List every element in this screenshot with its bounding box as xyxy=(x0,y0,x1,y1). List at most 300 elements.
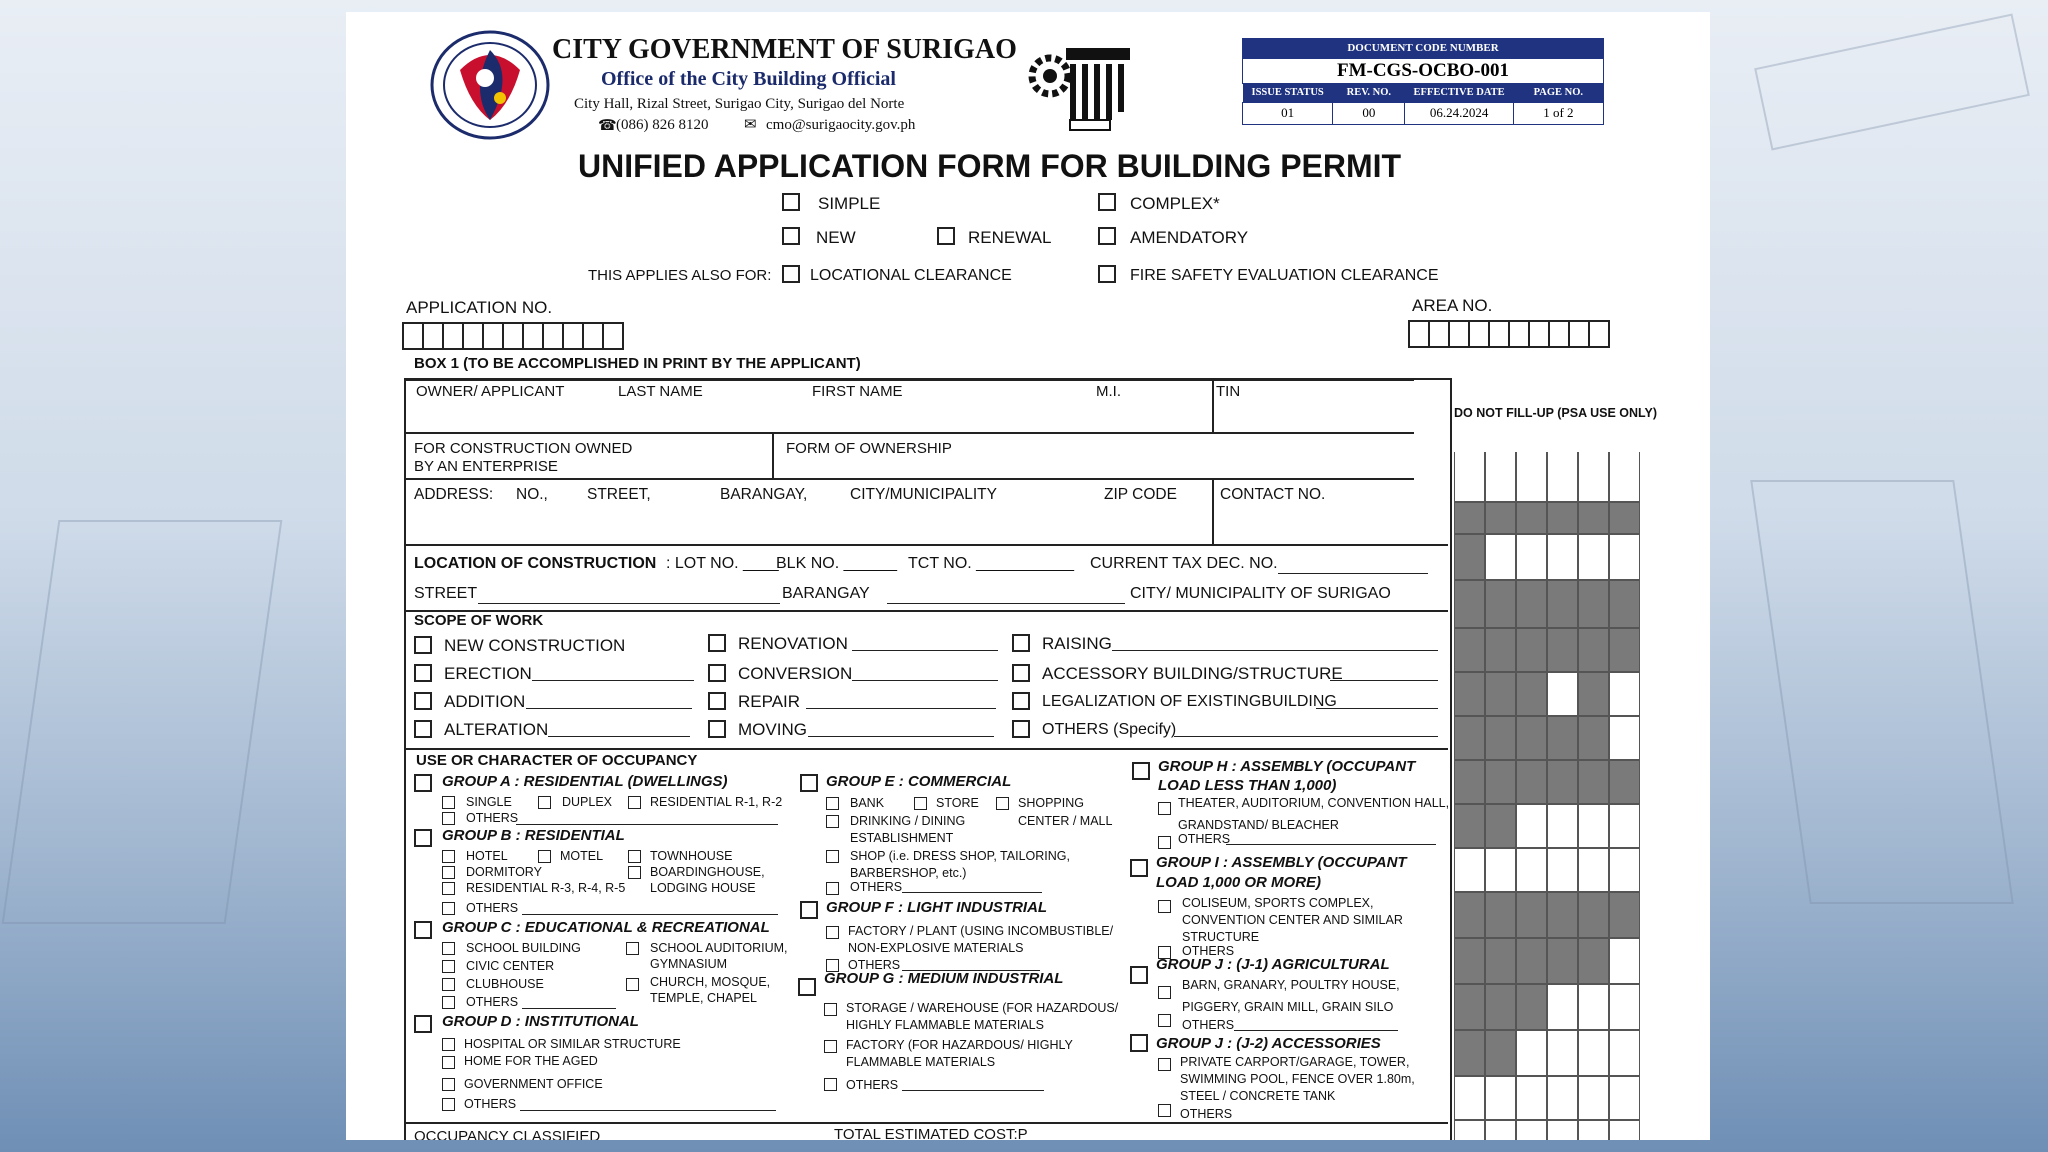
fire-safety-label: FIRE SAFETY EVALUATION CLEARANCE xyxy=(1130,267,1439,284)
psa-grid-cell xyxy=(1516,716,1547,760)
rev-no-header: REV. NO. xyxy=(1346,87,1392,99)
address-no-label: NO., xyxy=(516,486,548,503)
group-f-checkbox[interactable] xyxy=(800,901,818,919)
legalization-checkbox[interactable] xyxy=(1012,692,1030,710)
building-official-logo xyxy=(1026,36,1142,136)
page-no-value: 1 of 2 xyxy=(1513,102,1603,124)
psa-grid-cell xyxy=(1485,716,1516,760)
boardinghouse-checkbox[interactable] xyxy=(628,866,641,879)
private-carport-checkbox[interactable] xyxy=(1158,1058,1171,1071)
renovation-label: RENOVATION xyxy=(738,634,848,653)
coliseum-checkbox[interactable] xyxy=(1158,900,1171,913)
residential-r1-r2-checkbox[interactable] xyxy=(628,796,641,809)
moving-label: MOVING xyxy=(738,720,807,739)
duplex-label: DUPLEX xyxy=(562,795,613,809)
shopping-label: SHOPPING xyxy=(1018,796,1084,810)
psa-grid-cell xyxy=(1485,848,1516,892)
psa-grid-cell xyxy=(1609,848,1640,892)
location-street-field[interactable] xyxy=(478,603,780,604)
storage-warehouse-label: STORAGE / WAREHOUSE (FOR HAZARDOUS/ xyxy=(846,1001,1119,1015)
grandstand-label: GRANDSTAND/ BLEACHER xyxy=(1178,818,1339,832)
church-label: CHURCH, MOSQUE, xyxy=(650,975,771,989)
barn-label: BARN, GRANARY, POULTRY HOUSE, xyxy=(1182,978,1400,992)
location-city-label: CITY/ MUNICIPALITY OF SURIGAO xyxy=(1130,585,1391,602)
lot-no-label: : LOT NO. ____ xyxy=(666,555,779,572)
psa-grid-cell xyxy=(1578,452,1609,502)
group-b-title: GROUP B : RESIDENTIAL xyxy=(442,827,625,844)
store-label: STORE xyxy=(936,796,979,810)
group-c-title: GROUP C : EDUCATIONAL & RECREATIONAL xyxy=(442,919,770,936)
current-tax-dec-label: CURRENT TAX DEC. NO. xyxy=(1090,555,1278,572)
psa-grid-cell xyxy=(1547,892,1578,938)
issue-status-header: ISSUE STATUS xyxy=(1251,87,1324,99)
accessory-building-checkbox[interactable] xyxy=(1012,664,1030,682)
psa-grid-cell xyxy=(1547,1030,1578,1076)
new-construction-label: NEW CONSTRUCTION xyxy=(444,636,626,655)
psa-grid-cell xyxy=(1516,628,1547,672)
psa-grid-cell xyxy=(1578,848,1609,892)
psa-grid-cell xyxy=(1547,1120,1578,1140)
psa-grid-cell xyxy=(1516,1030,1547,1076)
psa-grid-cell xyxy=(1516,534,1547,580)
others-specify-label: OTHERS (Specify) xyxy=(1042,721,1177,738)
psa-grid-cell xyxy=(1547,580,1578,628)
document-code-title: DOCUMENT CODE NUMBER xyxy=(1242,38,1604,58)
area-no-label: AREA NO. xyxy=(1412,296,1493,315)
group-i-others-label: OTHERS xyxy=(1182,944,1235,958)
psa-grid-cell xyxy=(1547,760,1578,804)
group-d-others-checkbox[interactable] xyxy=(442,1098,455,1111)
total-estimated-cost-label: TOTAL ESTIMATED COST:P xyxy=(834,1126,1028,1140)
shopping-center-checkbox[interactable] xyxy=(996,797,1009,810)
page-no-header: PAGE NO. xyxy=(1533,87,1584,99)
barn-checkbox[interactable] xyxy=(1158,986,1171,999)
tin-field[interactable] xyxy=(1214,404,1412,430)
phone-icon: ☎ xyxy=(598,118,617,134)
group-a-title: GROUP A : RESIDENTIAL (DWELLINGS) xyxy=(442,773,728,790)
coliseum-label: COLISEUM, SPORTS COMPLEX, xyxy=(1182,896,1374,910)
psa-grid-cell xyxy=(1609,534,1640,580)
blk-no-label: BLK NO. ______ xyxy=(776,555,897,572)
group-e-title: GROUP E : COMMERCIAL xyxy=(826,773,1012,790)
group-h-title-line2: LOAD LESS THAN 1,000) xyxy=(1158,777,1337,794)
psa-grid-cell xyxy=(1454,502,1485,534)
factory-hazardous-checkbox[interactable] xyxy=(824,1040,837,1053)
gymnasium-label: GYMNASIUM xyxy=(650,957,728,971)
psa-grid-cell xyxy=(1578,1120,1609,1140)
psa-grid-cell xyxy=(1485,760,1516,804)
group-j2-checkbox[interactable] xyxy=(1130,1034,1148,1052)
repair-checkbox[interactable] xyxy=(708,692,726,710)
psa-grid-cell xyxy=(1609,1120,1640,1140)
group-e-others-label: OTHERS xyxy=(850,880,903,894)
group-b-checkbox[interactable] xyxy=(414,829,432,847)
residential-r3-r5-label: RESIDENTIAL R-3, R-4, R-5 xyxy=(466,881,626,895)
zip-code-label: ZIP CODE xyxy=(1104,486,1177,503)
psa-grid-cell xyxy=(1578,984,1609,1030)
residential-r1-r2-label: RESIDENTIAL R-1, R-2 xyxy=(650,795,783,809)
address-label: ADDRESS: xyxy=(414,486,494,503)
duplex-checkbox[interactable] xyxy=(538,796,551,809)
form-of-ownership-label: FORM OF OWNERSHIP xyxy=(786,440,952,457)
group-c-others-label: OTHERS xyxy=(466,995,519,1009)
barbershop-label: BARBERSHOP, etc.) xyxy=(850,866,967,880)
group-j1-others-label: OTHERS xyxy=(1182,1018,1235,1032)
psa-grid-cell xyxy=(1609,984,1640,1030)
residential-r3-r5-checkbox[interactable] xyxy=(442,882,455,895)
last-name-label: LAST NAME xyxy=(618,383,703,400)
steel-tank-label: STEEL / CONCRETE TANK xyxy=(1180,1089,1336,1103)
hospital-label: HOSPITAL OR SIMILAR STRUCTURE xyxy=(464,1037,681,1051)
renovation-checkbox[interactable] xyxy=(708,634,726,652)
mi-label: M.I. xyxy=(1096,383,1121,400)
home-for-aged-checkbox[interactable] xyxy=(442,1056,455,1069)
psa-grid-cell xyxy=(1547,804,1578,848)
contact-no-label: CONTACT NO. xyxy=(1220,486,1326,503)
group-j2-title: GROUP J : (J-2) ACCESSORIES xyxy=(1156,1035,1381,1052)
school-auditorium-checkbox[interactable] xyxy=(626,942,639,955)
clubhouse-label: CLUBHOUSE xyxy=(466,977,544,991)
contact-no-field[interactable] xyxy=(1214,508,1412,542)
complex-checkbox[interactable] xyxy=(1098,193,1116,211)
civic-center-label: CIVIC CENTER xyxy=(466,959,555,973)
hotel-label: HOTEL xyxy=(466,849,508,863)
group-j2-others-label: OTHERS xyxy=(1180,1107,1233,1121)
group-e-others-checkbox[interactable] xyxy=(826,882,839,895)
amendatory-checkbox[interactable] xyxy=(1098,227,1116,245)
document-code-table xyxy=(1242,38,1604,125)
new-label: NEW xyxy=(816,228,856,247)
psa-grid-cell xyxy=(1454,716,1485,760)
owner-name-field[interactable] xyxy=(406,404,1210,430)
scope-of-work-title: SCOPE OF WORK xyxy=(414,612,544,629)
psa-grid-cell xyxy=(1454,984,1485,1030)
psa-grid-cell xyxy=(1516,984,1547,1030)
swimming-pool-label: SWIMMING POOL, FENCE OVER 1.80m, xyxy=(1180,1072,1415,1086)
applies-also-label: THIS APPLIES ALSO FOR: xyxy=(588,267,772,284)
box1-title: BOX 1 (TO BE ACCOMPLISHED IN PRINT BY THE APPLICANT) xyxy=(414,355,861,372)
psa-grid-cell xyxy=(1485,672,1516,716)
group-a-others-label: OTHERS xyxy=(466,811,519,825)
psa-grid-cell xyxy=(1578,672,1609,716)
effective-date-value: 06.24.2024 xyxy=(1405,102,1513,124)
new-checkbox[interactable] xyxy=(782,227,800,245)
address-street-label: STREET, xyxy=(587,486,651,503)
application-no-label: APPLICATION NO. xyxy=(406,298,553,317)
conversion-checkbox[interactable] xyxy=(708,664,726,682)
psa-grid-cell xyxy=(1547,672,1578,716)
psa-grid-cell xyxy=(1454,1030,1485,1076)
psa-grid-cell xyxy=(1454,848,1485,892)
psa-grid-cell xyxy=(1485,1076,1516,1120)
piggery-label: PIGGERY, GRAIN MILL, GRAIN SILO xyxy=(1182,1000,1394,1014)
psa-grid-cell xyxy=(1454,580,1485,628)
office-address: City Hall, Rizal Street, Surigao City, Surigao del Norte xyxy=(574,96,905,112)
factory-plant-checkbox[interactable] xyxy=(826,926,839,939)
occupancy-classified-label: OCCUPANCY CLASSIFIED xyxy=(414,1128,601,1140)
psa-grid-cell xyxy=(1485,580,1516,628)
group-a-others-checkbox[interactable] xyxy=(442,812,455,825)
psa-grid-cell xyxy=(1547,628,1578,672)
simple-checkbox[interactable] xyxy=(782,193,800,211)
group-j2-others-checkbox[interactable] xyxy=(1158,1104,1171,1117)
address-barangay-label: BARANGAY, xyxy=(720,486,808,503)
psa-grid-cell xyxy=(1516,1120,1547,1140)
group-d-title: GROUP D : INSTITUTIONAL xyxy=(442,1013,639,1030)
issue-status-value: 01 xyxy=(1243,102,1333,124)
church-checkbox[interactable] xyxy=(626,978,639,991)
psa-grid-cell xyxy=(1485,892,1516,938)
group-d-others-label: OTHERS xyxy=(464,1097,517,1111)
psa-grid-cell xyxy=(1454,452,1485,502)
structure-label: STRUCTURE xyxy=(1182,930,1260,944)
group-d-checkbox[interactable] xyxy=(414,1015,432,1033)
psa-grid-cell xyxy=(1578,938,1609,984)
clubhouse-checkbox[interactable] xyxy=(442,978,455,991)
single-checkbox[interactable] xyxy=(442,796,455,809)
dress-shop-checkbox[interactable] xyxy=(826,850,839,863)
occupancy-title: USE OR CHARACTER OF OCCUPANCY xyxy=(416,752,698,769)
psa-grid-cell xyxy=(1547,938,1578,984)
storage-warehouse-checkbox[interactable] xyxy=(824,1003,837,1016)
psa-grid-cell xyxy=(1547,984,1578,1030)
psa-grid-cell xyxy=(1454,938,1485,984)
enterprise-label-line1: FOR CONSTRUCTION OWNED xyxy=(414,440,633,457)
psa-grid-cell xyxy=(1578,502,1609,534)
psa-grid-cell xyxy=(1609,580,1640,628)
group-c-checkbox[interactable] xyxy=(414,921,432,939)
raising-label: RAISING xyxy=(1042,634,1112,653)
psa-grid-cell xyxy=(1547,534,1578,580)
background-crane-top xyxy=(1754,13,2030,150)
psa-grid-cell xyxy=(1516,452,1547,502)
alteration-label: ALTERATION xyxy=(444,720,549,739)
background-scaffold-right xyxy=(1750,480,2014,904)
bank-label: BANK xyxy=(850,796,885,810)
enterprise-label-line2: BY AN ENTERPRISE xyxy=(414,458,558,475)
psa-grid-cell xyxy=(1609,628,1640,672)
addition-label: ADDITION xyxy=(444,692,526,711)
psa-grid-cell xyxy=(1485,628,1516,672)
group-b-others-label: OTHERS xyxy=(466,901,519,915)
psa-grid-cell xyxy=(1609,502,1640,534)
group-j1-checkbox[interactable] xyxy=(1130,966,1148,984)
drinking-dining-checkbox[interactable] xyxy=(826,815,839,828)
amendatory-label: AMENDATORY xyxy=(1130,228,1249,247)
renewal-checkbox[interactable] xyxy=(937,227,955,245)
group-j1-title: GROUP J : (J-1) AGRICULTURAL xyxy=(1156,956,1390,973)
group-c-others-checkbox[interactable] xyxy=(442,996,455,1009)
townhouse-checkbox[interactable] xyxy=(628,850,641,863)
temple-label: TEMPLE, CHAPEL xyxy=(650,991,757,1005)
group-f-title: GROUP F : LIGHT INDUSTRIAL xyxy=(826,899,1048,916)
school-building-checkbox[interactable] xyxy=(442,942,455,955)
psa-grid-cell xyxy=(1516,580,1547,628)
first-name-label: FIRST NAME xyxy=(812,383,903,400)
dress-shop-label: SHOP (i.e. DRESS SHOP, TAILORING, xyxy=(850,849,1070,863)
psa-grid-cell xyxy=(1609,1076,1640,1120)
psa-grid-cell xyxy=(1578,628,1609,672)
dormitory-checkbox[interactable] xyxy=(442,866,455,879)
bank-checkbox[interactable] xyxy=(826,797,839,810)
psa-grid-cell xyxy=(1578,1030,1609,1076)
dormitory-label: DORMITORY xyxy=(466,865,542,879)
application-no-boxes[interactable] xyxy=(402,322,622,350)
renewal-label: RENEWAL xyxy=(968,228,1052,247)
group-i-title-line1: GROUP I : ASSEMBLY (OCCUPANT xyxy=(1156,854,1407,871)
psa-grid-cell xyxy=(1454,1076,1485,1120)
group-g-checkbox[interactable] xyxy=(798,978,816,996)
psa-grid-cell xyxy=(1485,1120,1516,1140)
psa-grid-cell xyxy=(1516,804,1547,848)
hotel-checkbox[interactable] xyxy=(442,850,455,863)
psa-note: DO NOT FILL-UP (PSA USE ONLY) xyxy=(1454,406,1658,420)
psa-grid-cell xyxy=(1609,804,1640,848)
psa-grid-cell xyxy=(1516,672,1547,716)
psa-grid-cell xyxy=(1485,938,1516,984)
motel-checkbox[interactable] xyxy=(538,850,551,863)
psa-grid-cell xyxy=(1547,716,1578,760)
civic-center-checkbox[interactable] xyxy=(442,960,455,973)
townhouse-label: TOWNHOUSE xyxy=(650,849,733,863)
psa-grid-cell xyxy=(1454,804,1485,848)
group-e-checkbox[interactable] xyxy=(800,774,818,792)
home-for-aged-label: HOME FOR THE AGED xyxy=(464,1054,598,1068)
psa-grid-cell xyxy=(1578,580,1609,628)
factory-hazardous-label: FACTORY (FOR HAZARDOUS/ HIGHLY xyxy=(846,1038,1073,1052)
psa-grid-cell xyxy=(1485,1030,1516,1076)
non-explosive-label: NON-EXPLOSIVE MATERIALS xyxy=(848,941,1024,955)
address-field[interactable] xyxy=(406,508,1210,542)
psa-grid-cell xyxy=(1609,716,1640,760)
form-of-ownership-field[interactable] xyxy=(776,456,1410,476)
psa-grid-cell xyxy=(1578,892,1609,938)
raising-checkbox[interactable] xyxy=(1012,634,1030,652)
group-j1-others-checkbox[interactable] xyxy=(1158,1014,1171,1027)
location-barangay-label: BARANGAY xyxy=(782,585,870,602)
group-f-others-label: OTHERS xyxy=(848,958,901,972)
center-mall-label: CENTER / MALL xyxy=(1018,814,1113,828)
group-g-others-checkbox[interactable] xyxy=(824,1078,837,1091)
psa-grid-cell xyxy=(1609,672,1640,716)
psa-grid-cell xyxy=(1547,502,1578,534)
hospital-checkbox[interactable] xyxy=(442,1038,455,1051)
psa-grid-cell xyxy=(1578,1076,1609,1120)
location-of-construction-label: LOCATION OF CONSTRUCTION xyxy=(414,555,657,572)
psa-grid-cell xyxy=(1485,804,1516,848)
effective-date-header: EFFECTIVE DATE xyxy=(1413,87,1505,99)
tct-no-label: TCT NO. ___________ xyxy=(908,555,1075,572)
repair-label: REPAIR xyxy=(738,692,801,711)
office-title: Office of the City Building Official xyxy=(601,68,896,90)
psa-grid-cell xyxy=(1547,1076,1578,1120)
psa-grid-cell xyxy=(1516,1076,1547,1120)
psa-grid-cell xyxy=(1454,534,1485,580)
psa-grid-cell xyxy=(1609,760,1640,804)
store-checkbox[interactable] xyxy=(914,797,927,810)
theater-label: THEATER, AUDITORIUM, CONVENTION HALL, xyxy=(1178,796,1450,810)
psa-grid-cell xyxy=(1454,1120,1485,1140)
group-a-checkbox[interactable] xyxy=(414,774,432,792)
psa-grid-cell xyxy=(1578,534,1609,580)
owner-applicant-label: OWNER/ APPLICANT xyxy=(416,383,565,400)
psa-grid-cell xyxy=(1454,760,1485,804)
highly-flammable-label: HIGHLY FLAMMABLE MATERIALS xyxy=(846,1018,1044,1032)
government-office-label: GOVERNMENT OFFICE xyxy=(464,1077,603,1091)
psa-grid-cell xyxy=(1485,452,1516,502)
office-email: cmo@surigaocity.gov.ph xyxy=(766,117,916,133)
theater-checkbox[interactable] xyxy=(1158,802,1171,815)
accessory-building-label: ACCESSORY BUILDING/STRUCTURE xyxy=(1042,664,1343,683)
office-phone: (086) 826 8120 xyxy=(616,117,709,133)
alteration-checkbox[interactable] xyxy=(414,720,432,738)
locational-clearance-label: LOCATIONAL CLEARANCE xyxy=(810,267,1012,284)
location-street-label: STREET xyxy=(414,585,478,602)
moving-checkbox[interactable] xyxy=(708,720,726,738)
new-construction-checkbox[interactable] xyxy=(414,636,432,654)
psa-grid-cell xyxy=(1609,452,1640,502)
psa-grid-cell xyxy=(1485,534,1516,580)
location-barangay-field[interactable] xyxy=(887,603,1125,604)
addition-checkbox[interactable] xyxy=(414,692,432,710)
city-seal-logo xyxy=(430,30,550,140)
flammable-materials-label: FLAMMABLE MATERIALS xyxy=(846,1055,996,1069)
psa-grid-cell xyxy=(1609,892,1640,938)
complex-label: COMPLEX* xyxy=(1130,194,1220,213)
group-h-checkbox[interactable] xyxy=(1132,762,1150,780)
group-i-checkbox[interactable] xyxy=(1130,859,1148,877)
others-specify-checkbox[interactable] xyxy=(1012,720,1030,738)
email-icon: ✉ xyxy=(744,117,757,133)
factory-plant-label: FACTORY / PLANT (USING INCOMBUSTIBLE/ xyxy=(848,924,1114,938)
fire-safety-checkbox[interactable] xyxy=(1098,265,1116,283)
psa-grid-cell xyxy=(1578,760,1609,804)
document-code-value: FM-CGS-OCBO-001 xyxy=(1242,58,1604,84)
group-h-others-label: OTHERS xyxy=(1178,832,1231,846)
area-no-boxes[interactable] xyxy=(1408,320,1608,348)
psa-grid-cell xyxy=(1578,716,1609,760)
form-title: UNIFIED APPLICATION FORM FOR BUILDING PERMIT xyxy=(578,148,1402,184)
boardinghouse-label: BOARDINGHOUSE, xyxy=(650,865,765,879)
form-page xyxy=(346,12,1710,1140)
group-h-title-line1: GROUP H : ASSEMBLY (OCCUPANT xyxy=(1158,758,1416,775)
simple-label: SIMPLE xyxy=(818,194,881,213)
convention-center-label: CONVENTION CENTER AND SIMILAR xyxy=(1182,913,1403,927)
lodging-house-label: LODGING HOUSE xyxy=(650,881,756,895)
city-government-title: CITY GOVERNMENT OF SURIGAO xyxy=(552,34,1017,65)
group-h-others-checkbox[interactable] xyxy=(1158,836,1171,849)
erection-checkbox[interactable] xyxy=(414,664,432,682)
motel-label: MOTEL xyxy=(560,849,604,863)
psa-grid-cell xyxy=(1454,892,1485,938)
psa-grid-cell xyxy=(1516,848,1547,892)
rev-no-value: 00 xyxy=(1333,102,1405,124)
group-g-others-label: OTHERS xyxy=(846,1078,899,1092)
psa-grid-cell xyxy=(1516,502,1547,534)
psa-use-only-grid xyxy=(1454,452,1650,1102)
locational-clearance-checkbox[interactable] xyxy=(782,265,800,283)
school-building-label: SCHOOL BUILDING xyxy=(466,941,581,955)
tin-label: TIN xyxy=(1216,383,1241,400)
drinking-dining-label: DRINKING / DINING xyxy=(850,814,966,828)
private-carport-label: PRIVATE CARPORT/GARAGE, TOWER, xyxy=(1180,1055,1410,1069)
group-b-others-checkbox[interactable] xyxy=(442,902,455,915)
psa-grid-cell xyxy=(1485,502,1516,534)
psa-grid-cell xyxy=(1516,938,1547,984)
psa-grid-cell xyxy=(1454,628,1485,672)
government-office-checkbox[interactable] xyxy=(442,1078,455,1091)
psa-grid-cell xyxy=(1516,760,1547,804)
